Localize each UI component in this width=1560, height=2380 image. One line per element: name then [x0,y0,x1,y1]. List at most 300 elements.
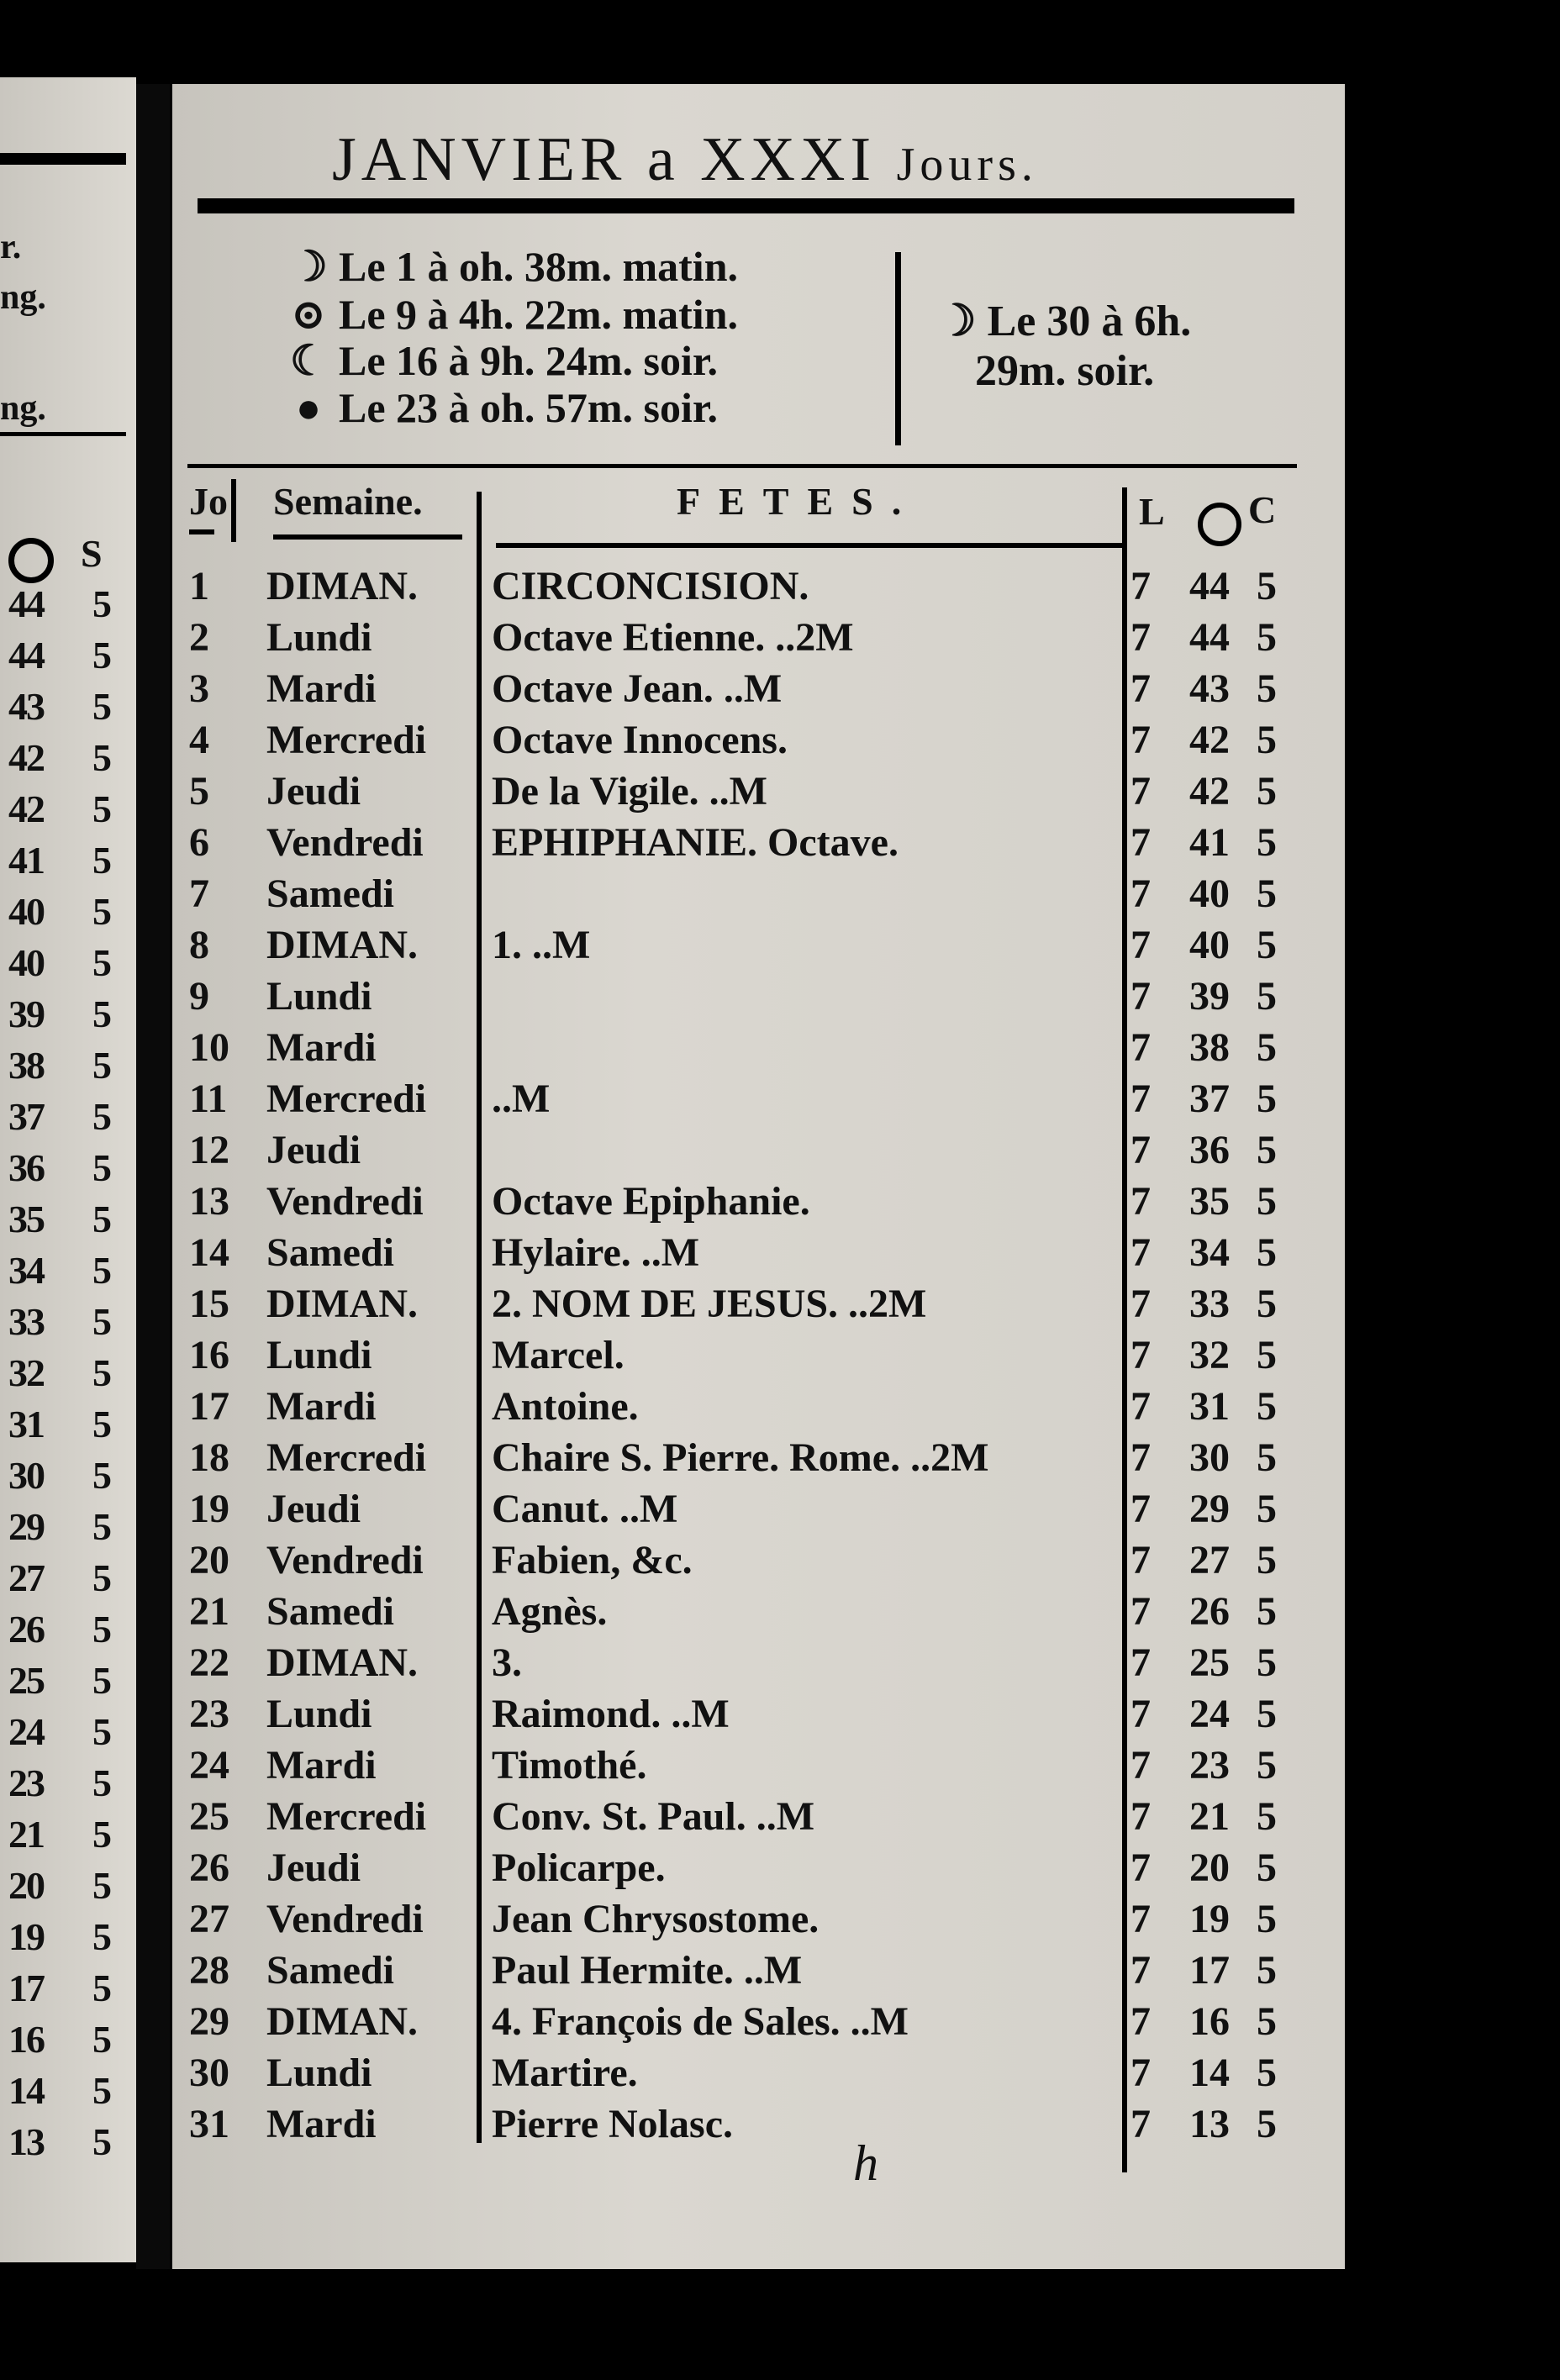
table-row [172,1486,1345,1536]
sun-minute: 24 [8,1710,44,1753]
feast-name: Octave Innocens. [492,718,788,762]
sunrise-minute: 43 [1189,666,1230,711]
table-row [172,973,1345,1024]
moon-phase: ⊙ Le 9 à 4h. 22m. matin. [291,291,738,338]
day-number: 13 [189,1179,229,1224]
sun-minute: 31 [8,1403,44,1445]
text-fragment: ng. [0,389,46,428]
sun-hour: 5 [92,1454,110,1497]
table-row [172,717,1345,767]
table-row [8,1504,110,1549]
divider [895,252,901,445]
weekday: Mardi [266,1384,377,1429]
page-title: JANVIER a XXXI Jours. [332,125,1038,194]
table-row [172,614,1345,665]
table-row [8,2017,110,2061]
header-underline [496,543,1122,548]
weekday: DIMAN. [266,1640,418,1685]
table-row [172,1537,1345,1588]
sunset-hour: 5 [1257,1794,1277,1839]
feast-name: 1. ..M [492,923,591,967]
sunrise-minute: 41 [1189,820,1230,865]
sun-minute: 42 [8,787,44,830]
header-fetes: FETES. [677,480,920,523]
sun-minute: 34 [8,1249,44,1292]
feast-name: Octave Etienne. ..2M [492,615,854,660]
table-row [8,787,110,831]
sunrise-minute: 44 [1189,564,1230,608]
sunset-hour: 5 [1257,1743,1277,1788]
day-number: 24 [189,1743,229,1788]
weekday: Lundi [266,1333,372,1377]
sun-minute: 14 [8,2069,44,2112]
sun-minute: 27 [8,1556,44,1599]
sunset-hour: 5 [1257,769,1277,814]
sun-hour: 5 [92,1967,110,2009]
sun-hour: 5 [92,993,110,1035]
sun-icon [1198,503,1241,546]
sunrise-hour: 7 [1130,1538,1151,1582]
table-row [172,2101,1345,2151]
table-row [172,1281,1345,1331]
day-number: 15 [189,1282,229,1326]
day-number: 20 [189,1538,229,1582]
sunrise-hour: 7 [1130,564,1151,608]
sunrise-minute: 19 [1189,1897,1230,1941]
sunrise-hour: 7 [1130,820,1151,865]
title-rule [198,198,1294,213]
sunrise-hour: 7 [1130,1846,1151,1890]
header-jour: Jo [189,480,228,523]
weekday: Vendredi [266,1538,424,1582]
sun-hour: 5 [92,839,110,882]
sun-hour: 5 [92,1044,110,1087]
first-quarter-icon: ☽ [937,298,977,345]
table-row [172,666,1345,716]
feast-name: De la Vigile. ..M [492,769,767,814]
sun-minute: 30 [8,1454,44,1497]
weekday: Lundi [266,615,372,660]
sunset-hour: 5 [1257,1128,1277,1172]
weekday: Samedi [266,1230,395,1275]
sunset-hour: 5 [1257,1897,1277,1941]
feast-name: Conv. St. Paul. ..M [492,1794,815,1839]
day-number: 4 [189,718,209,762]
sunrise-minute: 29 [1189,1487,1230,1531]
sun-hour: 5 [92,685,110,728]
feast-name: Fabien, &c. [492,1538,693,1582]
sunrise-minute: 42 [1189,718,1230,762]
sunrise-hour: 7 [1130,923,1151,967]
table-row [172,1640,1345,1690]
sun-hour: 5 [92,2018,110,2061]
sun-hour: 5 [92,787,110,830]
sun-minute: 26 [8,1608,44,1651]
weekday: Lundi [266,1692,372,1736]
table-row [172,1691,1345,1741]
sun-hour: 5 [92,736,110,779]
sunrise-hour: 7 [1130,1077,1151,1121]
sun-minute: 40 [8,890,44,933]
sunset-hour: 5 [1257,820,1277,865]
feast-name: 3. [492,1640,522,1685]
moon-phase: ☽ Le 1 à oh. 38m. matin. [290,243,738,290]
table-row [8,1709,110,1754]
sun-minute: 36 [8,1146,44,1189]
weekday: Jeudi [266,769,361,814]
sun-hour: 5 [92,1556,110,1599]
sun-hour: 5 [92,1300,110,1343]
sunrise-minute: 16 [1189,1999,1230,2044]
sunrise-hour: 7 [1130,2102,1151,2146]
sunrise-minute: 35 [1189,1179,1230,1224]
day-number: 16 [189,1333,229,1377]
almanac-page [172,84,1345,2269]
sun-minute: 29 [8,1505,44,1548]
header-semaine: Semaine. [273,480,423,523]
day-number: 30 [189,2051,229,2095]
weekday: Lundi [266,974,372,1019]
weekday: Mercredi [266,1794,427,1839]
rule [0,153,126,165]
table-row [8,684,110,729]
sun-hour: 5 [92,1761,110,1804]
day-number: 3 [189,666,209,711]
sunrise-minute: 20 [1189,1846,1230,1890]
sun-hour: 5 [92,2069,110,2112]
table-row [172,1793,1345,1844]
sunrise-minute: 25 [1189,1640,1230,1685]
sun-minute: 32 [8,1351,44,1394]
weekday: Samedi [266,871,395,916]
table-row [172,1127,1345,1177]
sun-hour: 5 [92,2120,110,2163]
table-row [8,735,110,780]
day-number: 22 [189,1640,229,1685]
weekday: Mardi [266,1743,377,1788]
sunset-hour: 5 [1257,1589,1277,1634]
sun-minute: 41 [8,839,44,882]
sun-hour: 5 [92,1710,110,1753]
feast-name: 4. François de Sales. ..M [492,1999,909,2044]
table-row [8,838,110,882]
sunrise-minute: 34 [1189,1230,1230,1275]
sunrise-hour: 7 [1130,615,1151,660]
sunrise-minute: 23 [1189,1743,1230,1788]
table-row [172,1076,1345,1126]
sunrise-hour: 7 [1130,1692,1151,1736]
day-number: 21 [189,1589,229,1634]
sun-hour: 5 [92,1915,110,1958]
sunset-hour: 5 [1257,1948,1277,1993]
feast-name: Jean Chrysostome. [492,1897,820,1941]
sunset-hour: 5 [1257,1025,1277,1070]
sunrise-hour: 7 [1130,871,1151,916]
table-row [8,1863,110,1908]
table-row [172,768,1345,819]
day-number: 19 [189,1487,229,1531]
sun-hour: 5 [92,1351,110,1394]
sunset-hour: 5 [1257,1640,1277,1685]
feast-name: Pierre Nolasc. [492,2102,733,2146]
day-number: 2 [189,615,209,660]
day-number: 8 [189,923,209,967]
table-row [8,940,110,985]
sun-minute: 44 [8,582,44,625]
sun-minute: 33 [8,1300,44,1343]
sunrise-hour: 7 [1130,1333,1151,1377]
sunset-hour: 5 [1257,1282,1277,1326]
table-row [172,2050,1345,2100]
sunrise-hour: 7 [1130,1128,1151,1172]
table-row [172,1229,1345,1280]
day-number: 26 [189,1846,229,1890]
table-row [172,1998,1345,2049]
table-row [8,1094,110,1139]
sun-minute: 16 [8,2018,44,2061]
sunset-hour: 5 [1257,718,1277,762]
table-row [172,1024,1345,1075]
sun-minute: 38 [8,1044,44,1087]
day-number: 9 [189,974,209,1019]
sun-icon [8,538,54,583]
last-quarter-icon: ☾ [290,337,328,384]
sun-hour: 5 [92,1813,110,1856]
full-moon-icon: ⊙ [291,291,326,338]
table-row [8,633,110,677]
table-row [8,1556,110,1600]
column-header: S [81,532,103,575]
feast-name: Canut. ..M [492,1487,678,1531]
column-divider [231,479,236,542]
sunset-hour: 5 [1257,974,1277,1019]
sunset-hour: 5 [1257,2051,1277,2095]
table-row [8,1966,110,2010]
text-fragment: ng. [0,278,46,317]
day-number: 7 [189,871,209,916]
table-row [8,1402,110,1446]
weekday: Jeudi [266,1487,361,1531]
day-number: 29 [189,1999,229,2044]
sunrise-minute: 21 [1189,1794,1230,1839]
feast-name: Paul Hermite. ..M [492,1948,803,1993]
sun-minute: 37 [8,1095,44,1138]
header-underline [189,529,214,534]
feast-name: Hylaire. ..M [492,1230,700,1275]
weekday: DIMAN. [266,923,418,967]
weekday: DIMAN. [266,1282,418,1326]
table-row [8,1351,110,1395]
sun-minute: 44 [8,634,44,677]
table-row [8,1043,110,1087]
new-moon-icon: ● [295,384,322,431]
table-row [8,1248,110,1293]
day-number: 14 [189,1230,229,1275]
sunrise-hour: 7 [1130,1948,1151,1993]
sun-minute: 35 [8,1198,44,1240]
sun-minute: 19 [8,1915,44,1958]
sunrise-hour: 7 [1130,1897,1151,1941]
sun-hour: 5 [92,1659,110,1702]
moon-phase-extra-cont: 29m. soir. [975,347,1155,395]
feast-name: Raimond. ..M [492,1692,730,1736]
weekday: DIMAN. [266,564,418,608]
sun-minute: 43 [8,685,44,728]
book-edge [1345,67,1560,2380]
weekday: Mardi [266,666,377,711]
sunset-hour: 5 [1257,1384,1277,1429]
weekday: Mardi [266,2102,377,2146]
sun-minute: 13 [8,2120,44,2163]
feast-name: Agnès. [492,1589,608,1634]
sunset-hour: 5 [1257,666,1277,711]
feast-name: Policarpe. [492,1846,666,1890]
day-number: 28 [189,1948,229,1993]
table-row [172,819,1345,870]
table-row [8,1812,110,1856]
table-row [172,871,1345,921]
sunset-hour: 5 [1257,1538,1277,1582]
sunrise-minute: 36 [1189,1128,1230,1172]
table-row [8,1145,110,1190]
sunrise-hour: 7 [1130,1282,1151,1326]
sunrise-hour: 7 [1130,666,1151,711]
day-number: 23 [189,1692,229,1736]
day-number: 25 [189,1794,229,1839]
feast-name: Martire. [492,2051,638,2095]
sunrise-minute: 44 [1189,615,1230,660]
weekday: Vendredi [266,1179,424,1224]
sun-minute: 39 [8,993,44,1035]
sunrise-hour: 7 [1130,1743,1151,1788]
moon-phase: ● Le 23 à oh. 57m. soir. [290,383,718,432]
feast-name: Antoine. [492,1384,639,1429]
header-underline [273,534,462,540]
sunset-hour: 5 [1257,871,1277,916]
table-row [8,1761,110,1805]
feast-name: EPHIPHANIE. Octave. [492,820,899,865]
sunset-hour: 5 [1257,2102,1277,2146]
table-row [8,1607,110,1651]
moon-phase: ☾ Le 16 à 9h. 24m. soir. [290,337,718,384]
sun-hour: 5 [92,1095,110,1138]
sun-hour: 5 [92,1505,110,1548]
moon-phase-extra: ☽ Le 30 à 6h. [937,298,1192,345]
previous-page-fragment [0,77,136,2262]
table-row [8,1914,110,1959]
table-row [172,1845,1345,1895]
rule [0,432,126,436]
table-row [172,563,1345,613]
sun-minute: 40 [8,941,44,984]
table-row [172,1947,1345,1998]
book-gutter [136,84,170,2269]
table-row [8,582,110,626]
day-number: 12 [189,1128,229,1172]
feast-name: CIRCONCISION. [492,564,809,608]
table-row [172,1435,1345,1485]
sun-hour: 5 [92,1146,110,1189]
sunrise-minute: 27 [1189,1538,1230,1582]
sunrise-minute: 30 [1189,1435,1230,1480]
table-rule [187,464,1297,468]
sunrise-hour: 7 [1130,1589,1151,1634]
sun-hour: 5 [92,1198,110,1240]
first-quarter-icon: ☽ [290,243,328,290]
sun-hour: 5 [92,1608,110,1651]
sun-hour: 5 [92,582,110,625]
sunrise-hour: 7 [1130,1794,1151,1839]
sunset-hour: 5 [1257,923,1277,967]
sunset-hour: 5 [1257,564,1277,608]
sunset-hour: 5 [1257,1846,1277,1890]
day-number: 18 [189,1435,229,1480]
table-row [172,1588,1345,1639]
sunrise-hour: 7 [1130,1230,1151,1275]
sunrise-hour: 7 [1130,974,1151,1019]
weekday: Samedi [266,1589,395,1634]
weekday: Jeudi [266,1128,361,1172]
feast-name: Octave Epiphanie. [492,1179,810,1224]
weekday: Mercredi [266,718,427,762]
sun-hour: 5 [92,1249,110,1292]
sunset-hour: 5 [1257,1487,1277,1531]
sunrise-hour: 7 [1130,1179,1151,1224]
sunrise-hour: 7 [1130,1487,1151,1531]
sunset-hour: 5 [1257,1333,1277,1377]
day-number: 17 [189,1384,229,1429]
sun-minute: 17 [8,1967,44,2009]
sunrise-hour: 7 [1130,1435,1151,1480]
sun-hour: 5 [92,941,110,984]
sunrise-minute: 39 [1189,974,1230,1019]
handwritten-mark: h [853,2135,878,2191]
sunrise-minute: 37 [1189,1077,1230,1121]
sunrise-hour: 7 [1130,1999,1151,2044]
sunrise-minute: 26 [1189,1589,1230,1634]
sun-minute: 21 [8,1813,44,1856]
sun-hour: 5 [92,890,110,933]
weekday: Samedi [266,1948,395,1993]
feast-name: 2. NOM DE JESUS. ..2M [492,1282,927,1326]
day-number: 27 [189,1897,229,1941]
weekday: Mercredi [266,1077,427,1121]
sunset-hour: 5 [1257,615,1277,660]
sunrise-minute: 40 [1189,923,1230,967]
sunrise-minute: 38 [1189,1025,1230,1070]
feast-name: Octave Jean. ..M [492,666,783,711]
sunrise-hour: 7 [1130,769,1151,814]
table-row [8,2119,110,2164]
sunrise-minute: 14 [1189,2051,1230,2095]
day-number: 10 [189,1025,229,1070]
day-number: 31 [189,2102,229,2146]
day-number: 6 [189,820,209,865]
feast-name: Marcel. [492,1333,625,1377]
sunrise-minute: 17 [1189,1948,1230,1993]
header-lever: L [1139,490,1165,533]
sunrise-hour: 7 [1130,1640,1151,1685]
sunset-hour: 5 [1257,1179,1277,1224]
weekday: Vendredi [266,1897,424,1941]
weekday: Jeudi [266,1846,361,1890]
sunset-hour: 5 [1257,1692,1277,1736]
sunrise-minute: 42 [1189,769,1230,814]
sunrise-minute: 24 [1189,1692,1230,1736]
table-row [8,1299,110,1344]
title-suffix: Jours. [896,139,1038,191]
sunrise-hour: 7 [1130,2051,1151,2095]
